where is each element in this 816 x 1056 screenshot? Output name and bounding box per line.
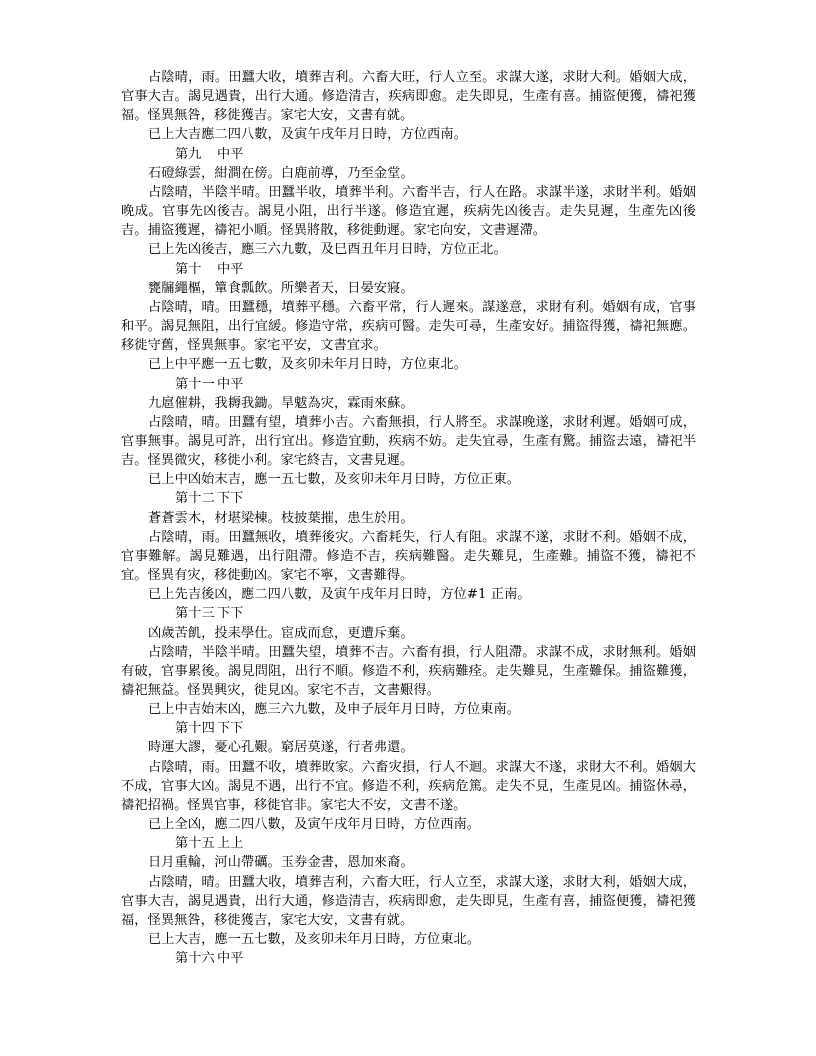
- paragraph: 時運大謬，憂心孔艱。窮居莫遂，行者弗還。: [148, 740, 414, 756]
- paragraph: 已上先吉後凶，應二四八數，及寅午戌年月日時，方位#1 正南。: [148, 587, 531, 603]
- oracle-grade: 中平: [217, 376, 244, 392]
- oracle-grade: 上上: [217, 836, 244, 852]
- oracle-heading: [121, 604, 696, 623]
- oracle-number: 第十一: [175, 376, 215, 392]
- oracle-grade: 中平: [217, 146, 244, 162]
- oracle-number: 第十五: [175, 836, 215, 852]
- paragraph: 石磴綠雲，紺澗在傍。白鹿前導，乃至金堂。: [148, 165, 414, 181]
- oracle-heading: [121, 260, 696, 279]
- paragraph: 蒼蒼雲木，材堪梁棟。枝披葉摧，患生於用。: [148, 510, 414, 526]
- oracle-grade: 下下: [217, 606, 244, 622]
- paragraph: 占陰晴，晴。田蠶大收，墳葬吉利，六畜大旺，行人立至，求謀大遂，求財大利，婚姻大成，官事大吉，謁見遇貴，出行大通，修造清吉，疾病即愈，走失即見，生產有喜，捕盜便獲，禱祀獲福，怪異無咎，移徙獲吉，家宅大安，文書有就。: [121, 874, 696, 928]
- paragraph: 九扈催耕，我耨我鋤。旱魃為灾，霖雨來蘇。: [148, 395, 414, 411]
- paragraph: 已上大吉應二四八數，及寅午戌年月日時，方位西南。: [148, 127, 467, 143]
- paragraph: 已上先凶後吉，應三六九數，及巳酉丑年月日時，方位正北。: [148, 242, 507, 258]
- oracle-number: 第十: [175, 261, 202, 277]
- oracle-heading: [121, 145, 696, 164]
- oracle-number: 第十四: [175, 721, 215, 737]
- paragraph: 占陰晴，晴。田蠶有望，墳葬小吉。六畜無損，行人將至。求謀晚遂，求財利遲。婚姻可成，官事無事。謁見可許，出行宜出。修造宜動，疾病不妨。走失宜尋，生產有驚。捕盜去遠，禱祀半吉。怪異微灾，移徙小利。家宅終吉，文書見遲。: [121, 414, 696, 469]
- paragraph: 已上大吉，應一五七數，及亥卯未年月日時，方位東北。: [148, 932, 481, 948]
- oracle-grade: 中平: [217, 951, 244, 967]
- paragraph: 占陰晴，晴。田蠶穩，墳葬平穩。六畜平常，行人遲來。謀遂意，求財有利。婚姻有成，官事和平。謁見無阻，出行宜緩。修造守常，疾病可醫。走失可尋，生產安好。捕盜得獲，禱祀無應。移徙守舊，怪異無事。家宅平安，文書宜求。: [121, 299, 696, 354]
- paragraph: 占陰晴，半陰半晴。田蠶失望，墳葬不吉。六畜有損，行人阻滯。求謀不成，求財無利。婚姻有破，官事累後。謁見問阻，出行不順。修造不利，疾病難痊。走失難見，生產難保。捕盜難獲，禱祀無益。怪異興灾，徙見凶。家宅不吉，文書艱得。: [121, 644, 696, 698]
- paragraph: 已上中吉始末凶，應三六九數，及申子辰年月日時，方位東南。: [148, 702, 521, 718]
- paragraph: 已上中凶始末吉，應一五七數，及亥卯未年月日時，方位正東。: [148, 472, 521, 488]
- paragraph: 甕牖繩樞，簞食瓢飲。所樂者天，日晏安寢。: [148, 280, 414, 296]
- oracle-heading: [121, 949, 696, 968]
- oracle-number: 第十三: [175, 606, 215, 622]
- paragraph: 凶歲苦飢，投耒學仕。宦成而怠，更遭斥棄。: [148, 625, 414, 641]
- oracle-heading: [121, 834, 696, 853]
- oracle-number: 第十六: [175, 951, 215, 967]
- paragraph: 占陰晴，雨。田蠶無收，墳葬後灾。六畜耗失，行人有阻。求謀不遂，求財不利。婚姻不成，官事難解。謁見難遇，出行阻滯。修造不吉，疾病難醫。走失難見，生產難。捕盜不獲，禱祀不宜。怪異有灾，移徙動凶。家宅不寧，文書難得。: [121, 529, 696, 584]
- paragraph: 占陰晴，雨。田蠶大收，墳葬吉利。六畜大旺，行人立至。求謀大遂，求財大利。婚姻大成，官事大吉。謁見遇貴，出行大通。修造清吉，疾病即愈。走失即見，生產有喜。捕盜便獲，禱祀獲福。怪異無咎，移徙獲吉。家宅大安，文書有就。: [121, 70, 696, 124]
- oracle-grade: 中平: [217, 261, 244, 277]
- oracle-heading: [121, 719, 696, 738]
- document-body: [121, 68, 696, 968]
- oracle-grade: 下下: [217, 491, 244, 507]
- paragraph: 日月重輪，河山帶礪。玉券金書，恩加來裔。: [148, 855, 414, 871]
- oracle-heading: [121, 375, 696, 394]
- oracle-grade: 下下: [217, 721, 244, 737]
- paragraph: 已上中平應一五七數，及亥卯未年月日時，方位東北。: [148, 357, 467, 373]
- paragraph: 占陰晴，雨。田蠶不收，墳葬敗家。六畜灾損，行人不迴。求謀大不遂，求財大不利。婚姻大不成，官事大凶。謁見不遇，出行不宜。修造不利，疾病危篤。走失不見，生產見凶。捕盜休尋，禱祀招禍。怪異官事，移徙官非。家宅大不安，文書不遂。: [121, 759, 696, 813]
- paragraph: 占陰晴，半陰半晴。田蠶半收，墳葬半利。六畜半吉，行人在路。求謀半遂，求財半利。婚姻晚成。官事先凶後吉。謁見小阻，出行半遂。修造宜遲，疾病先凶後吉。走失見遲，生產先凶後吉。捕盜獲遲，禱祀小順。怪異將散，移徙動遲。家宅向安，文書遲滯。: [121, 184, 696, 239]
- oracle-heading: [121, 489, 696, 508]
- oracle-number: 第十二: [175, 491, 215, 507]
- paragraph: 已上全凶，應二四八數，及寅午戌年月日時，方位西南。: [148, 817, 481, 833]
- oracle-number: 第九: [175, 146, 202, 162]
